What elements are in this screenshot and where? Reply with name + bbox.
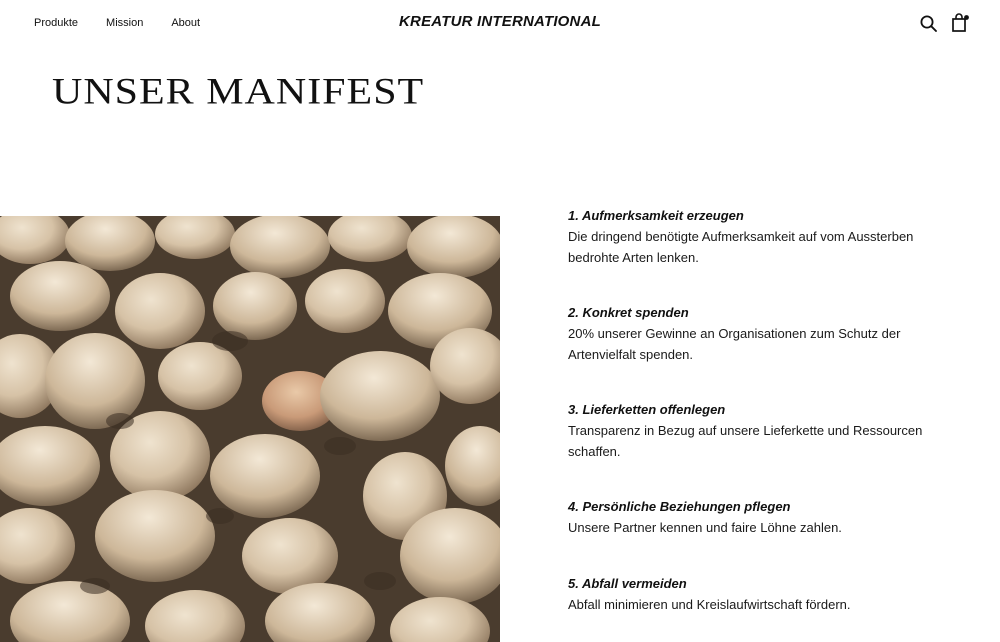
manifest-item-text: Abfall minimieren und Kreislaufwirtschaft fördern. bbox=[568, 597, 851, 612]
manifest-item bbox=[568, 206, 968, 268]
manifest-item bbox=[568, 497, 842, 538]
nav-link-mission[interactable]: Mission bbox=[106, 17, 144, 29]
page-title: UNSER MANIFEST bbox=[52, 71, 425, 113]
manifest-item-text: Die dringend benötigte Aufmerksamkeit auf vom Aussterben bedrohte Arten lenken. bbox=[568, 229, 914, 265]
rocks-image bbox=[0, 216, 500, 642]
rocks-photo bbox=[0, 216, 500, 642]
manifest-item-title: 3. Lieferketten offenlegen bbox=[568, 402, 726, 417]
search-icon bbox=[919, 14, 939, 34]
brand-logo[interactable]: KREATUR INTERNATIONAL bbox=[399, 13, 601, 30]
manifest-item-text: Unsere Partner kennen und faire Löhne zahlen. bbox=[568, 520, 842, 535]
search-button[interactable] bbox=[919, 14, 939, 34]
cart-button[interactable] bbox=[950, 12, 972, 34]
manifest-item bbox=[568, 574, 851, 615]
shopping-bag-icon bbox=[950, 12, 972, 34]
nav-link-about[interactable]: About bbox=[171, 17, 201, 29]
manifest-item bbox=[568, 303, 968, 365]
manifest-item bbox=[568, 400, 968, 462]
manifest-item-title: 1. Aufmerksamkeit erzeugen bbox=[568, 208, 744, 223]
manifest-item-title: 2. Konkret spenden bbox=[568, 305, 689, 320]
manifest-item-title: 5. Abfall vermeiden bbox=[568, 576, 687, 591]
manifest-item-title: 4. Persönliche Beziehungen pflegen bbox=[568, 499, 791, 514]
manifest-item-text: 20% unserer Gewinne an Organisationen zum Schutz der Artenvielfalt spenden. bbox=[568, 326, 901, 362]
top-navigation bbox=[0, 0, 1000, 46]
manifest-item-text: Transparenz in Bezug auf unsere Lieferkette und Ressourcen schaffen. bbox=[568, 423, 923, 459]
nav-link-produkte[interactable]: Produkte bbox=[34, 17, 79, 29]
